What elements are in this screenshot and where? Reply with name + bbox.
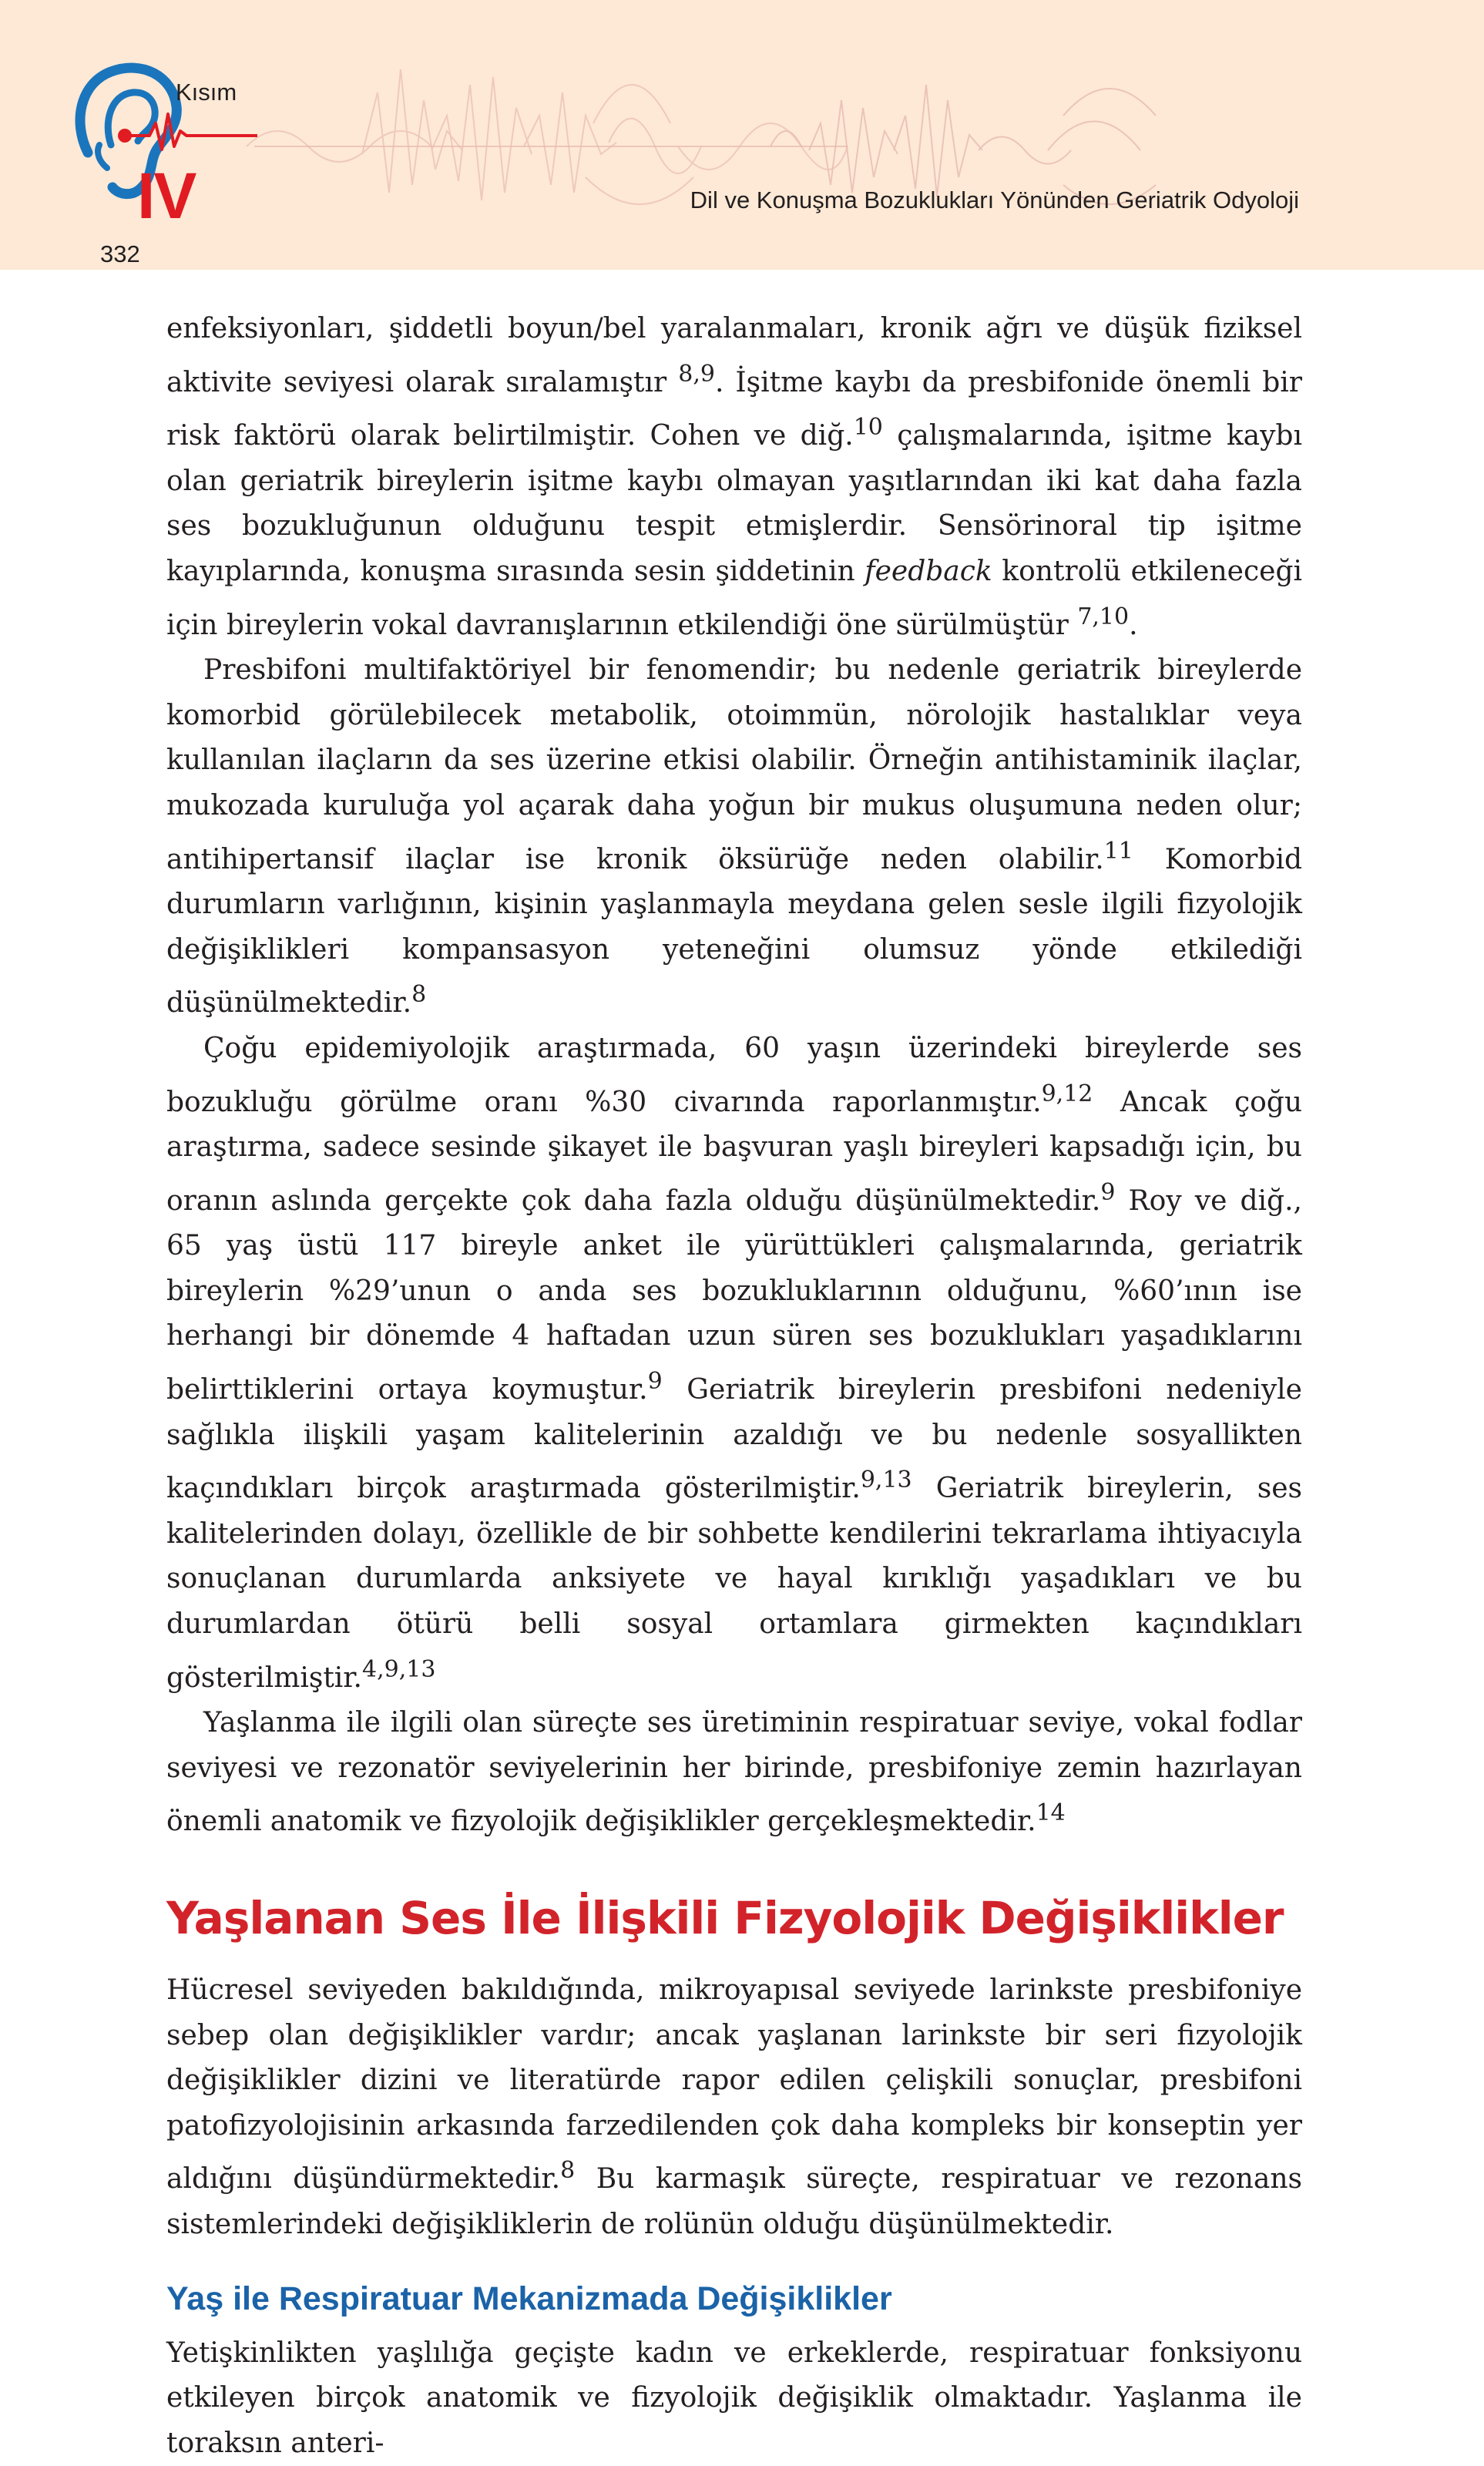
part-label: Kısım [176,79,237,106]
citation: 9,12 [1041,1080,1093,1107]
header-divider [0,270,1484,277]
paragraph-2: Presbifoni multifaktöriyel bir fenomendir; bu nedenle geriatrik bireylerde komorbid görülebilecek metabolik, otoimmün, nörolojik hastalıklar veya kullanılan ilaçların da ses üzerine etkisi olabilir. Örneğin antihistaminik ilaçlar, mukozada kuruluğa yol açarak daha yoğun bir mukus oluşumuna neden olur; antihipertansif ilaçlar ise kronik öksürüğe neden olabilir.$^{11}$ Komorbid durumların varlığının, kişinin yaşlanmayla meydana gelen sesle ilgili fizyolojik değişiklikleri kompansasyon yeteneğini olumsuz yönde etkilediği düşünülmektedir.$^8$ [166,654,1302,1020]
paragraph-1: enfeksiyonları, şiddetli boyun/bel yaralanmaları, kronik ağrı ve düşük fiziksel aktivite seviyesi olarak sıralamıştır $^{8,9}$. İşitme kaybı da presbifonide önemli bir risk faktörü olarak belirtilmiştir. Cohen ve diğ.$^{10}$ çalışmalarında, işitme kaybı olan geriatrik bireylerin işitme kaybı olmayan yaşıtlarından iki kat daha fazla ses bozukluğunun olduğunu tespit etmişlerdir. Sensörinoral tip işitme kayıplarında, konuşma sırasında sesin şiddetinin feedback kontrolü etkileneceği için bireylerin vokal davranışlarının etkilendiği öne sürülmüştür $^{7,10}$. [166,313,1303,641]
italic-term: feedback [865,555,992,587]
citation: 8 [411,981,427,1009]
citation: 9,13 [860,1466,912,1494]
citation: 8,9 [678,360,715,388]
paragraph-4: Yaşlanma ile ilgili olan süreçte ses üretiminin respiratuar seviye, vokal fodlar seviyesi ve rezonatör seviyelerinin her birinde, presbifoniye zemin hazırlayan önemli anatomik ve fizyolojik değişiklikler gerçekleşmektedir.$^{14}$ [166,1707,1302,1838]
page-content [166,307,1302,2466]
citation: 14 [1036,1799,1066,1827]
citation: 9 [1100,1178,1116,1206]
citation: 4,9,13 [362,1655,436,1683]
citation: 9 [647,1368,663,1396]
citation: 7,10 [1077,603,1130,630]
citation: 8 [560,2157,576,2185]
citation: 10 [853,414,883,442]
part-number: IV [137,160,196,232]
paragraph-5: Hücresel seviyeden bakıldığında, mikroyapısal seviyede larinkste presbifoniye sebep olan değişiklikler vardır; ancak yaşlanan larinkste bir seri fizyolojik değişiklikler dizini ve literatürde rapor edilen çelişkili sonuçlar, presbifoni patofizyolojisinin arkasında farzedilenden çok daha kompleks bir konseptin yer aldığını düşündürmektedir.$^8$ Bu karmaşık süreçte, respiratuar ve rezonans sistemlerindeki değişikliklerin de rolünün olduğu düşünülmektedir. [166,1974,1302,2240]
citation: 11 [1103,837,1133,865]
paragraph-6: Yetişkinlikten yaşlılığa geçişte kadın ve erkeklerde, respiratuar fonksiyonu etkileyen birçok anatomik ve fizyolojik değişiklik olmaktadır. Yaşlanma ile toraksın anteri- [166,2337,1302,2459]
running-head: Dil ve Konuşma Bozuklukları Yönünden Geriatrik Odyoloji [690,186,1299,213]
subsection-heading: Yaş ile Respiratuar Mekanizmada Değişiklikler [166,2280,892,2317]
page-number: 332 [100,240,140,267]
paragraph-3: Çoğu epidemiyolojik araştırmada, 60 yaşın üzerindeki bireylerde ses bozukluğu görülme oranı %30 civarında raporlanmıştır.$^{9,12}$ Ancak çoğu araştırma, sadece sesinde şikayet ile başvuran yaşlı bireyleri kapsadığı için, bu oranın aslında gerçekte çok daha fazla olduğu düşünülmektedir.$^9$ Roy ve diğ., 65 yaş üstü 117 bireyle anket ile yürüttükleri çalışmalarında, geriatrik bireylerin %29’unun o anda ses bozukluklarının olduğunu, %60’ının ise herhangi bir dönemde 4 haftadan uzun süren ses bozuklukları yaşadıklarını belirttiklerini ortaya koymuştur.$^9$ Geriatrik bireylerin presbifoni nedeniyle sağlıkla ilişkili yaşam kalitelerinin azaldığı ve bu nedenle sosyallikten kaçındıkları birçok araştırmada gösterilmiştir.$^{9,13}$ Geriatrik bireylerin, ses kalitelerinden dolayı, özellikle de bir sohbette kendilerini tekrarlama ihtiyacıyla sonuçlanan durumlarda anksiyete ve hayal kırıklığı yaşadıkları ve bu durumlardan ötürü belli sosyal ortamlara girmekten kaçındıkları gösterilmiştir.$^{4,9,13}$ [166,1032,1303,1694]
section-heading: Yaşlanan Ses İle İlişkili Fizyolojik Değişiklikler [166,1892,1284,1944]
